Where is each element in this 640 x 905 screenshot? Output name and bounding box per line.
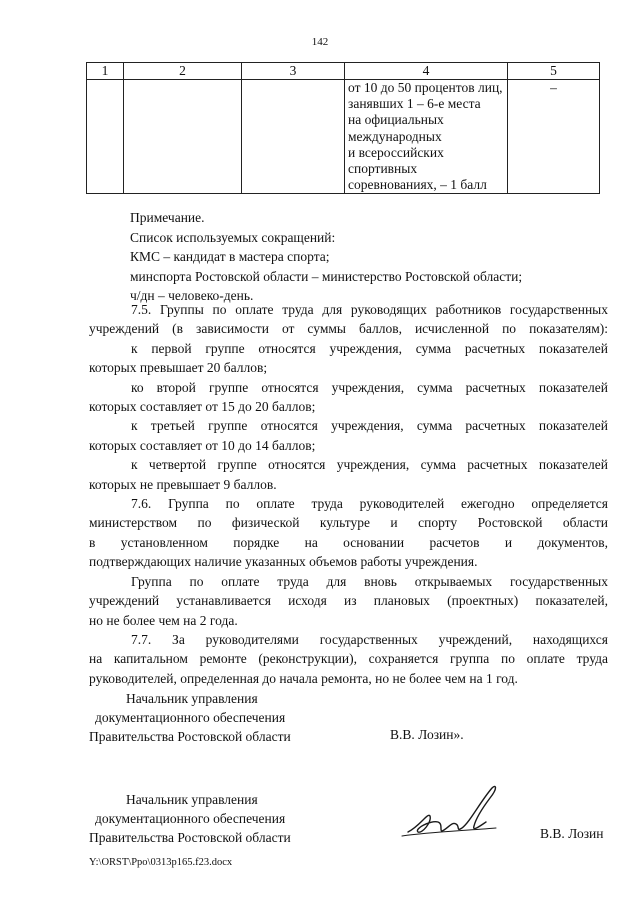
table-header-cell: 1 xyxy=(87,63,124,80)
note-list-title: Список используемых сокращений: xyxy=(130,229,336,245)
paragraph-line: к первой группе относятся учреждения, сумма расчетных показателей xyxy=(131,340,608,356)
note-item: ч/дн – человеко-день. xyxy=(130,288,254,303)
paragraph-line: 7.5. Группы по оплате труда для руководящих работников государственных xyxy=(131,302,608,317)
file-path: Y:\ORST\Ppo\0313p165.f23.docx xyxy=(89,857,233,868)
table-cell xyxy=(124,80,242,194)
signature-title-line: Начальник управления xyxy=(126,691,258,706)
table-cell xyxy=(87,80,124,194)
table-row xyxy=(87,80,600,194)
table-cell-criteria xyxy=(345,80,508,194)
cell-line: соревнованиях, – 1 балл xyxy=(348,177,487,193)
signature-title-line: Правительства Ростовской области xyxy=(89,830,291,845)
paragraph-line: учреждений (в зависимости от суммы баллов, исчисленной по показателям): xyxy=(89,321,608,337)
paragraph-line: Группа по оплате труда для вновь открываемых государственных xyxy=(131,573,608,589)
paragraph-line: к четвертой группе относятся учреждения, сумма расчетных показателей xyxy=(131,457,608,473)
note-item: КМС – кандидат в мастера спорта; xyxy=(130,249,330,264)
paragraph-line: в установленном порядке на основании расчетов и документов, xyxy=(89,534,608,550)
paragraph-line: на капитальном ремонте (реконструкции), сохраняется группа по оплате труда xyxy=(89,651,608,667)
paragraph-line: учреждений устанавливается исходя из плановых (проектных) показателей, xyxy=(89,593,608,609)
paragraph-line: подтверждающих наличие указанных объемов работы учреждения. xyxy=(89,554,478,570)
signature-title-line: документационного обеспечения xyxy=(95,811,286,826)
table-header-row xyxy=(87,63,600,80)
paragraph-line: которых составляет от 15 до 20 баллов; xyxy=(89,399,316,415)
handwritten-signature xyxy=(400,782,510,842)
paragraph-line: которых не превышает 9 баллов. xyxy=(89,476,277,492)
main-text xyxy=(89,300,608,688)
paragraph-line: но не более чем на 2 года. xyxy=(89,612,238,628)
page-number: 142 xyxy=(311,36,329,48)
signature-title-line: Правительства Ростовской области xyxy=(89,729,291,744)
signature-title-line: Начальник управления xyxy=(126,792,258,807)
cell-line: на официальных xyxy=(348,112,444,128)
note-section xyxy=(130,208,522,306)
cell-line: спортивных xyxy=(348,161,418,177)
paragraph-line: ко второй группе относятся учреждения, сумма расчетных показателей xyxy=(131,379,608,395)
signature-title-line: документационного обеспечения xyxy=(95,710,286,725)
table-header-cell: 2 xyxy=(124,63,242,80)
paragraph-line: которых превышает 20 баллов; xyxy=(89,360,268,376)
cell-line: от 10 до 50 процентов лиц, xyxy=(348,80,503,95)
signatory-name-1: В.В. Лозин». xyxy=(390,727,464,742)
cell-line: занявших 1 – 6-е места xyxy=(348,96,481,112)
cell-line: международных xyxy=(348,128,442,144)
paragraph-line: министерством по физической культуре и спорту Ростовской области xyxy=(89,515,608,531)
paragraph-line: 7.7. За руководителями государственных учреждений, находящихся xyxy=(131,631,608,647)
table-cell-score: – xyxy=(508,80,600,194)
table-cell xyxy=(242,80,345,194)
table-header-cell: 5 xyxy=(508,63,600,80)
signature-block-2 xyxy=(89,790,291,847)
table-header-cell: 4 xyxy=(345,63,508,80)
paragraph-line: 7.6. Группа по оплате труда руководителей ежегодно определяется xyxy=(131,496,608,512)
criteria-table xyxy=(86,62,600,194)
paragraph-line: к третьей группе относятся учреждения, сумма расчетных показателей xyxy=(131,418,608,434)
paragraph-line: руководителей, определенная до начала ремонта, но не более чем на 1 год. xyxy=(89,670,518,686)
cell-line: и всероссийских xyxy=(348,144,444,160)
signatory-name-2: В.В. Лозин xyxy=(540,826,604,841)
paragraph-line: которых составляет от 10 до 14 баллов; xyxy=(89,437,316,453)
table-header-cell: 3 xyxy=(242,63,345,80)
note-item: минспорта Ростовской области – министерство Ростовской области; xyxy=(130,268,523,284)
note-title: Примечание. xyxy=(130,210,205,225)
signature-block-1 xyxy=(89,689,291,746)
